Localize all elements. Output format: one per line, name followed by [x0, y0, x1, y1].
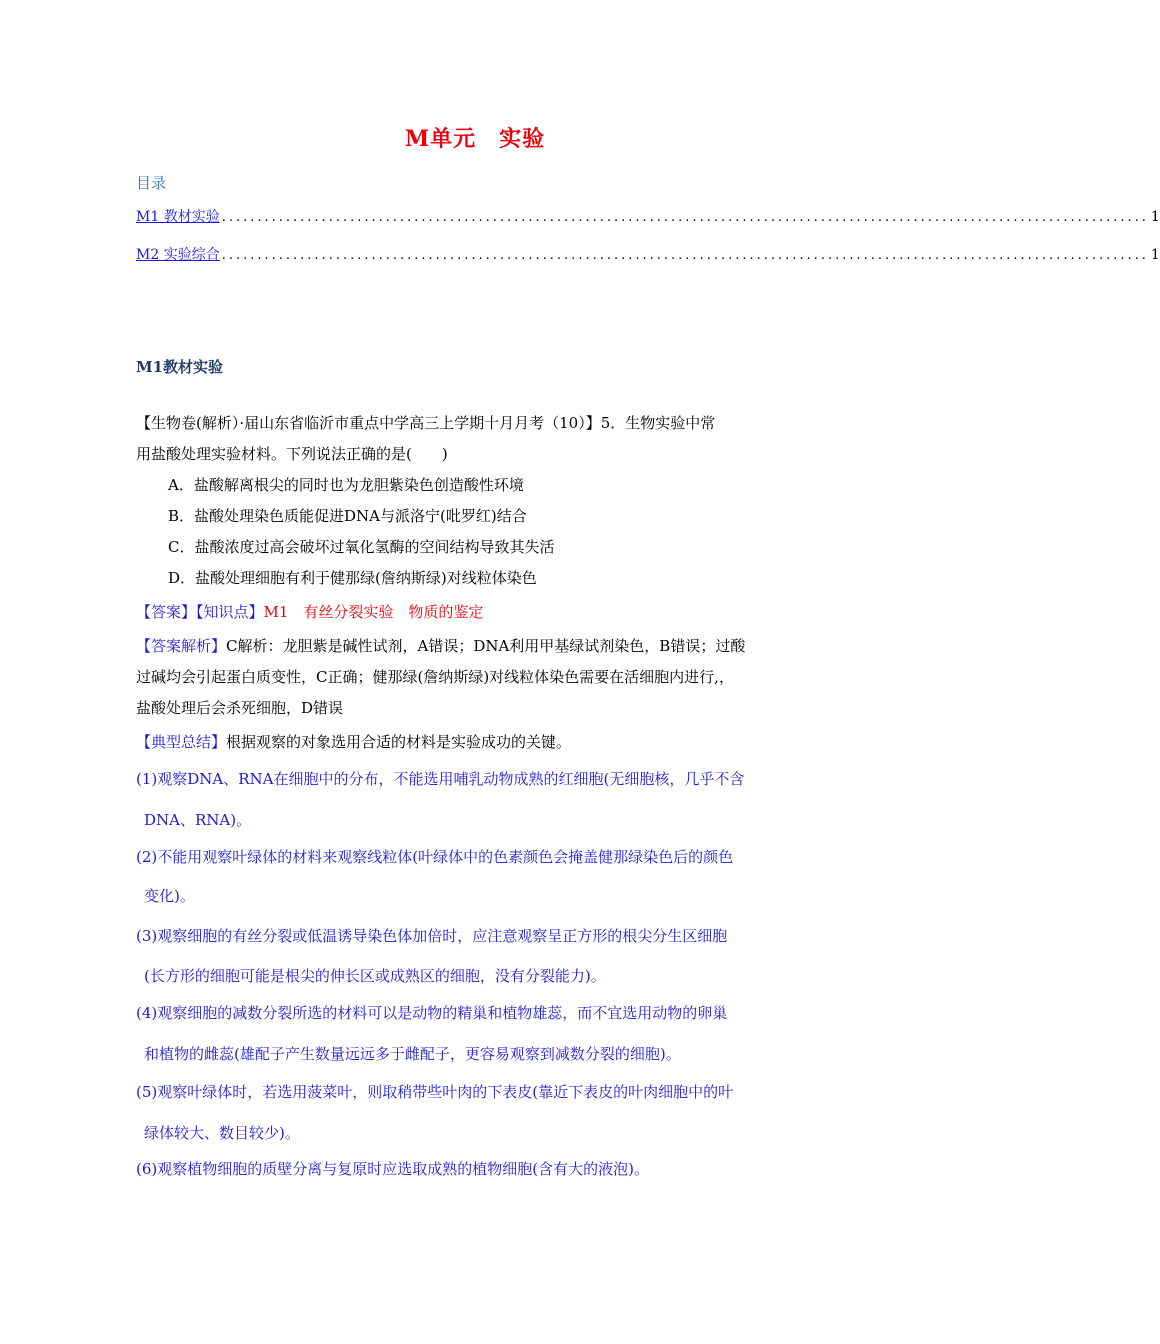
page-title: M单元 实验: [404, 126, 546, 152]
analysis-text: C解析：龙胆紫是碱性试剂，A错误；DNA利用甲基绿试剂染色，B错误；过酸: [226, 637, 746, 655]
toc-leader-dots: ..................................................................................................................................: [221, 248, 1149, 263]
summary-point: (3)观察细胞的有丝分裂或低温诱导染色体加倍时，应注意观察呈正方形的根尖分生区细胞: [136, 927, 728, 945]
summary-label: 【典型总结】: [136, 733, 227, 751]
question-line: 用盐酸处理实验材料。下列说法正确的是( ): [136, 445, 448, 463]
toc-leader-dots: ..................................................................................................................................: [221, 210, 1149, 225]
answer-label: 【答案】【知识点】: [136, 603, 264, 621]
toc-page-number: 1: [1150, 209, 1160, 225]
analysis-text: 盐酸处理后会杀死细胞，D错误: [136, 699, 344, 717]
summary-point: (5)观察叶绿体时，若选用菠菜叶，则取稍带些叶肉的下表皮(靠近下表皮的叶肉细胞中的叶: [136, 1083, 734, 1101]
summary-point: (2)不能用观察叶绿体的材料来观察线粒体(叶绿体中的色素颜色会掩盖健那绿染色后的颜色: [136, 848, 734, 866]
toc-link-m1[interactable]: M1 教材实验: [136, 209, 220, 225]
analysis-line: [136, 635, 745, 656]
toc-item[interactable]: [136, 206, 1160, 226]
summary-point-cont: 和植物的雌蕊(雄配子产生数量远远多于雌配子，更容易观察到减数分裂的细胞)。: [144, 1045, 681, 1063]
summary-point: (6)观察植物细胞的质壁分离与复原时应选取成熟的植物细胞(含有大的液泡)。: [136, 1160, 649, 1178]
option-d: D．盐酸处理细胞有利于健那绿(詹纳斯绿)对线粒体染色: [168, 569, 537, 587]
option-c: C．盐酸浓度过高会破坏过氧化氢酶的空间结构导致其失活: [168, 538, 555, 556]
option-a: A．盐酸解离根尖的同时也为龙胆紫染色创造酸性环境: [168, 476, 524, 494]
summary-point-cont: 变化)。: [144, 887, 195, 905]
summary-point-cont: (长方形的细胞可能是根尖的伸长区或成熟区的细胞，没有分裂能力)。: [144, 967, 606, 985]
analysis-label: 【答案解析】: [136, 637, 227, 655]
summary-text: 根据观察的对象选用合适的材料是实验成功的关键。: [226, 733, 572, 751]
summary-point-cont: 绿体较大、数目较少)。: [144, 1124, 300, 1142]
summary-line: [136, 731, 571, 752]
answer-line: [136, 601, 483, 622]
question-line: 【生物卷(解析）·届山东省临沂市重点中学高三上学期十月月考（10）】5．生物实验中常: [136, 414, 716, 432]
answer-topic: M1 有丝分裂实验 物质的鉴定: [263, 603, 484, 621]
section-heading: M1教材实验: [136, 358, 224, 376]
toc-page-number: 1: [1150, 247, 1160, 263]
summary-point: (4)观察细胞的减数分裂所选的材料可以是动物的精巢和植物雄蕊，而不宜选用动物的卵巢: [136, 1004, 728, 1022]
summary-point: (1)观察DNA、RNA在细胞中的分布，不能选用哺乳动物成熟的红细胞(无细胞核，几乎不含: [136, 770, 745, 788]
question-stem: [136, 408, 816, 470]
summary-point-cont: DNA、RNA)。: [144, 811, 252, 829]
toc-item[interactable]: [136, 244, 1160, 264]
toc-link-m2[interactable]: M2 实验综合: [136, 247, 220, 263]
analysis-text: 过碱均会引起蛋白质变性，C正确；健那绿(詹纳斯绿)对线粒体染色需要在活细胞内进行,，: [136, 668, 734, 686]
option-b: B．盐酸处理染色质能促进DNA与派洛宁(吡罗红)结合: [168, 507, 527, 525]
toc-label: 目录: [136, 174, 167, 192]
